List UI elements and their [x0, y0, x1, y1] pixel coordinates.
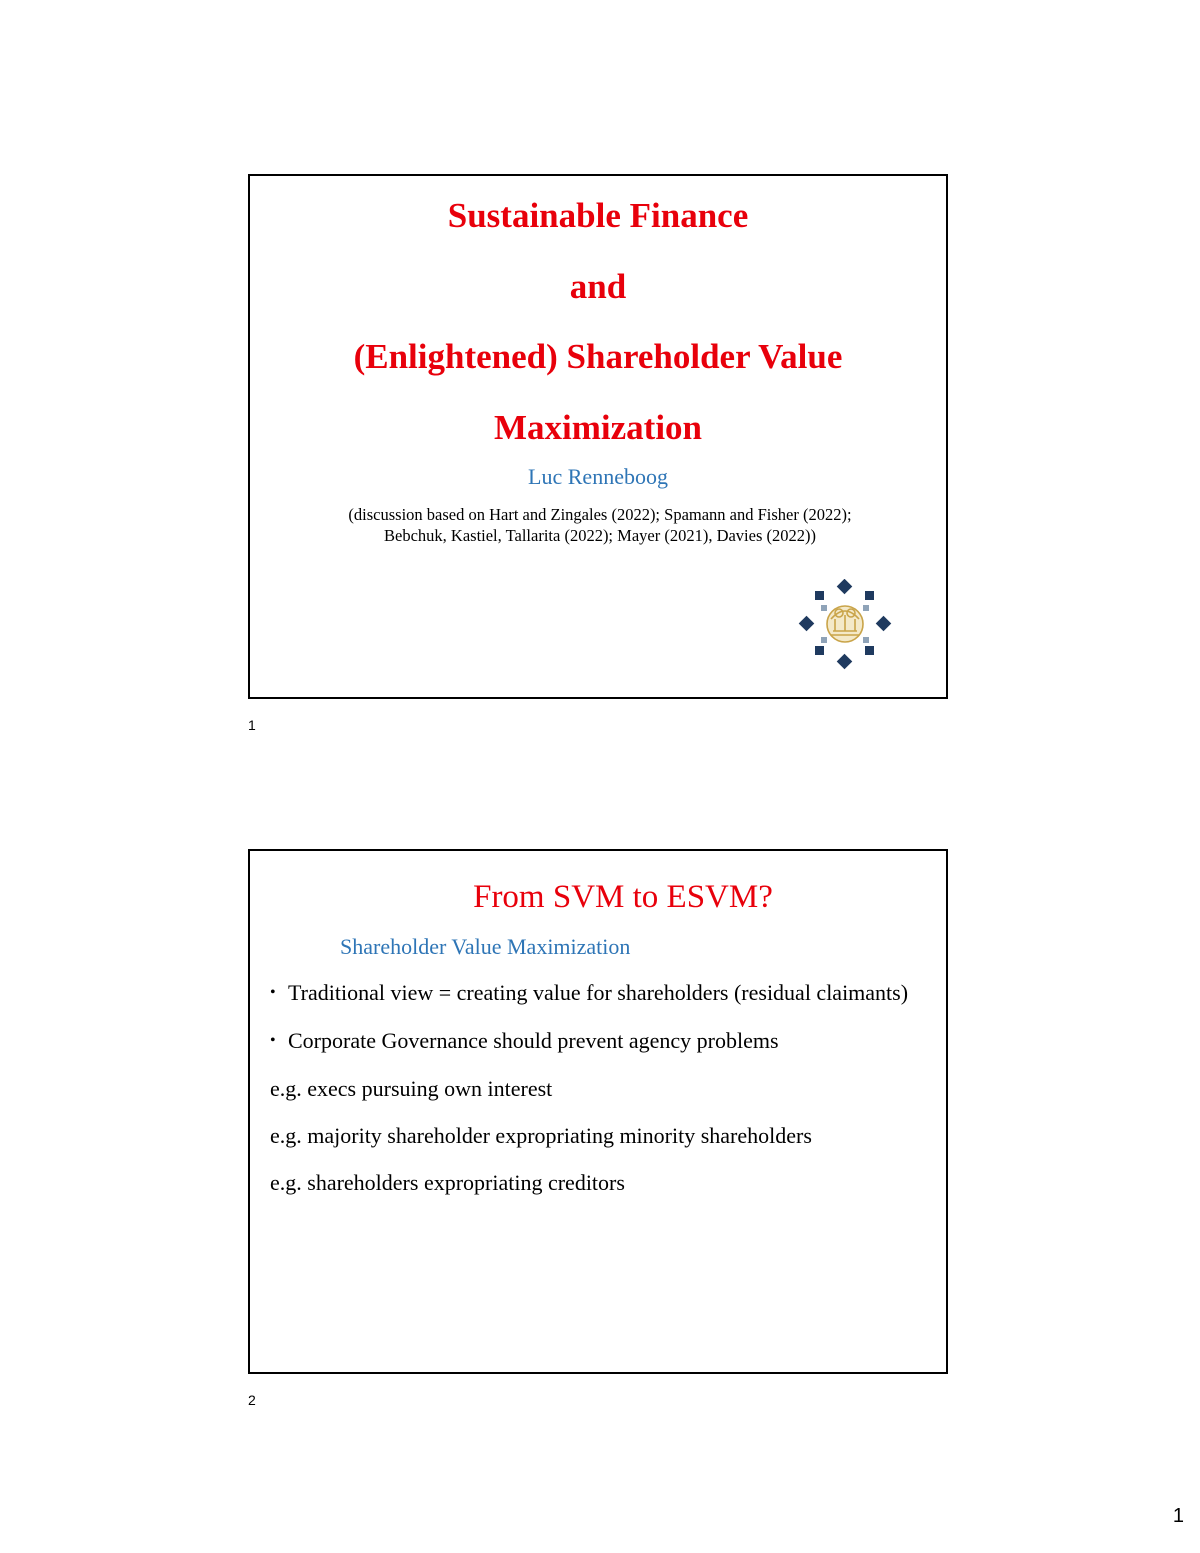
example-item: e.g. execs pursuing own interest	[270, 1076, 553, 1101]
title-line-4: Maximization	[493, 408, 703, 447]
slide-2-title: From SVM to ESVM?	[473, 879, 773, 915]
slide-2-subtitle: Shareholder Value Maximization	[340, 934, 631, 959]
bullet-item	[270, 979, 930, 1007]
bullet-text: Corporate Governance should prevent agency problems	[288, 1028, 779, 1053]
slide-number-1: 1	[248, 717, 256, 733]
citation-text: (discussion based on Hart and Zingales (2022); Spamann and Fisher (2022); Bebchuk, Kastiel, Tallarita (2022); Mayer (2021), Davies (2022))	[348, 505, 852, 545]
bullet-item	[270, 1027, 930, 1055]
bullet-dot-icon: •	[270, 984, 276, 1001]
title-line-1: Sustainable Finance	[447, 196, 749, 235]
example-item: e.g. majority shareholder expropriating minority shareholders	[270, 1123, 812, 1148]
slide-2-content	[270, 979, 930, 1216]
university-seal-logo-icon	[793, 579, 897, 671]
title-line-2: and	[569, 267, 627, 306]
bullet-dot-icon: •	[270, 1032, 276, 1049]
title-line-3: (Enlightened) Shareholder Value	[353, 337, 843, 376]
page-number: 1	[1172, 1505, 1184, 1527]
bullet-text: Traditional view = creating value for shareholders (residual claimants)	[288, 980, 909, 1005]
author-name: Luc Renneboog	[528, 464, 668, 489]
slide-2	[248, 849, 948, 1374]
slide-number-2: 2	[248, 1392, 256, 1408]
example-item: e.g. shareholders expropriating creditors	[270, 1170, 625, 1195]
slide-1	[248, 174, 948, 699]
